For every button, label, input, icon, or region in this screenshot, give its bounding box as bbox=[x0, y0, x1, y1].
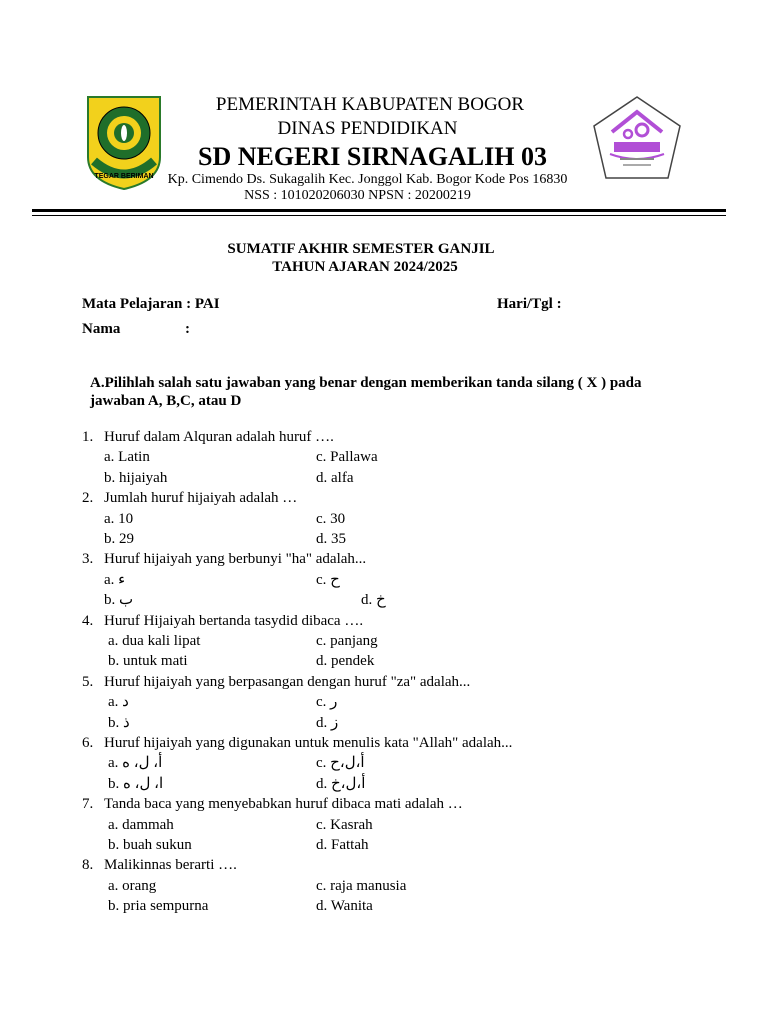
question-number: 1. bbox=[82, 429, 94, 445]
school-address: Kp. Cimendo Ds. Sukagalih Kec. Jonggol Kab. Bogor Kode Pos 16830 bbox=[167, 172, 568, 187]
option-d: d. pendek bbox=[316, 653, 375, 670]
option-a: a. dua kali lipat bbox=[108, 633, 201, 649]
question-text: Malikinnas berarti …. bbox=[104, 857, 237, 874]
question-text: Huruf hijaiyah yang berpasangan dengan huruf "za" adalah... bbox=[104, 673, 471, 690]
exam-title: SUMATIF AKHIR SEMESTER GANJIL bbox=[227, 241, 495, 257]
option-d: d. alfa bbox=[316, 469, 354, 486]
school-name: SD NEGERI SIRNAGALIH 03 bbox=[198, 142, 547, 171]
option-a: a. ء bbox=[104, 571, 126, 588]
name-label: Nama bbox=[82, 321, 121, 337]
option-b: b. hijaiyah bbox=[104, 469, 168, 486]
question-number: 6. bbox=[82, 735, 94, 751]
option-d: d. خ bbox=[361, 592, 386, 609]
option-d: d. Fattah bbox=[316, 837, 369, 853]
department-header: DINAS PENDIDIKAN bbox=[277, 118, 458, 139]
government-header: PEMERINTAH KABUPATEN BOGOR bbox=[215, 94, 525, 115]
option-c: c. Pallawa bbox=[316, 449, 378, 466]
question-text: Jumlah huruf hijaiyah adalah … bbox=[104, 490, 298, 507]
question-number: 3. bbox=[82, 551, 94, 568]
question-number: 2. bbox=[82, 490, 94, 507]
option-b: b. buah sukun bbox=[108, 837, 192, 853]
question-number: 5. bbox=[82, 673, 94, 690]
option-a: a. Latin bbox=[104, 449, 150, 466]
option-b: b. ا، ل، ه bbox=[108, 775, 164, 792]
option-c: c. panjang bbox=[316, 633, 378, 649]
subject-label: Mata Pelajaran : PAI bbox=[82, 296, 220, 312]
option-c: c. raja manusia bbox=[316, 877, 407, 894]
question-text: Huruf dalam Alquran adalah huruf …. bbox=[104, 429, 334, 445]
option-a: a. orang bbox=[108, 877, 157, 894]
option-c: c. ح bbox=[316, 571, 340, 588]
question-text: Huruf hijaiyah yang digunakan untuk menulis kata "Allah" adalah... bbox=[104, 735, 513, 751]
option-d: d. ز bbox=[316, 714, 339, 731]
option-a: a. dammah bbox=[108, 816, 174, 833]
question-text: Huruf hijaiyah yang berbunyi "ha" adalah... bbox=[104, 551, 367, 568]
option-b: b. pria sempurna bbox=[108, 898, 209, 915]
date-label: Hari/Tgl : bbox=[497, 296, 562, 312]
question-text: Huruf Hijaiyah bertanda tasydid dibaca …. bbox=[104, 612, 364, 629]
option-b: b. 29 bbox=[104, 531, 134, 547]
option-c: c. Kasrah bbox=[316, 816, 373, 833]
logo-motto: TEGAR BERIMAN bbox=[94, 173, 154, 180]
option-a: a. أ، ل، ه bbox=[108, 755, 163, 772]
option-c: c. ر bbox=[316, 694, 338, 711]
option-c: c. 30 bbox=[316, 510, 346, 527]
option-b: b. untuk mati bbox=[108, 653, 188, 670]
header-rule-thick bbox=[32, 209, 726, 212]
name-colon: : bbox=[185, 321, 190, 337]
option-b: b. ب bbox=[104, 592, 134, 609]
instruction-line2: jawaban A, B,C, atau D bbox=[90, 393, 242, 409]
school-logo bbox=[590, 94, 684, 188]
question-number: 7. bbox=[82, 796, 94, 813]
header-rule-thin bbox=[32, 215, 726, 216]
school-ids: NSS : 101020206030 NPSN : 20200219 bbox=[244, 188, 471, 203]
option-a: a. د bbox=[108, 694, 129, 711]
option-d: d. 35 bbox=[316, 531, 346, 547]
option-d: d. Wanita bbox=[316, 898, 373, 915]
question-number: 4. bbox=[82, 612, 94, 629]
option-b: b. ذ bbox=[108, 714, 130, 731]
instruction-line1: A.Pilihlah salah satu jawaban yang benar dengan memberikan tanda silang ( X ) pada bbox=[90, 375, 642, 391]
option-a: a. 10 bbox=[104, 510, 134, 527]
question-number: 8. bbox=[82, 857, 94, 874]
option-d: d. أ،ل،خ bbox=[316, 775, 366, 792]
option-c: c. أ،ل،ح bbox=[316, 755, 365, 772]
exam-year: TAHUN AJARAN 2024/2025 bbox=[272, 259, 458, 275]
question-text: Tanda baca yang menyebabkan huruf dibaca mati adalah … bbox=[104, 796, 463, 813]
